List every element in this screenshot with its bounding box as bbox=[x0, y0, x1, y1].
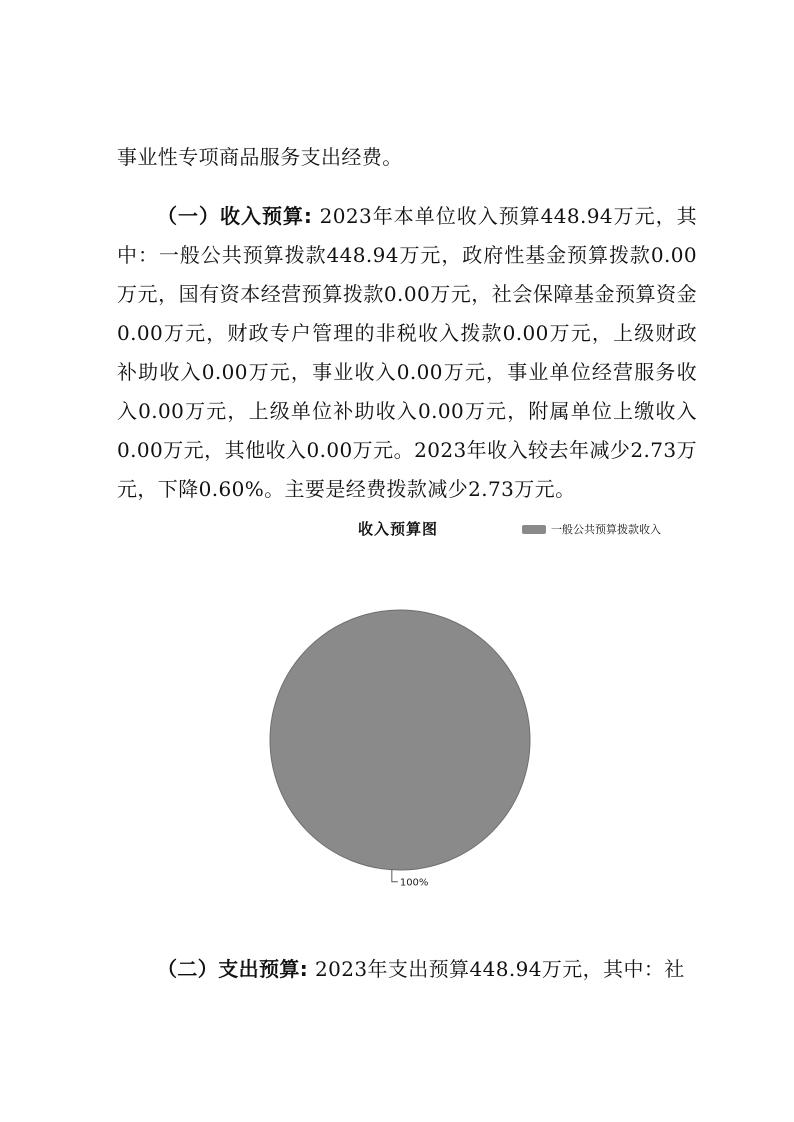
legend-swatch bbox=[522, 525, 546, 534]
expense-budget-heading: （二）支出预算: bbox=[157, 957, 309, 981]
income-pie-chart bbox=[250, 590, 550, 890]
expense-budget-paragraph bbox=[117, 950, 697, 989]
paragraph-continuation: 事业性专项商品服务支出经费。 bbox=[117, 145, 403, 169]
pie-slice-1 bbox=[270, 610, 530, 870]
expense-budget-body: 2023年支出预算448.94万元，其中：社 bbox=[308, 957, 685, 981]
legend-label: 一般公共预算拨款收入 bbox=[551, 523, 661, 536]
chart-legend bbox=[522, 521, 661, 537]
income-budget-body: 2023年本单位收入预算448.94万元，其中：一般公共预算拨款448.94万元，政府性基金预算拨款0.00万元，国有资本经营预算拨款0.00万元，社会保障基金预算资金0.00万元，财政专户管理的非税收入拨款0.00万元，上级财政补助收入0.00万元，事业收入0.00万元，事业单位经营服务收入0.00万元，上级单位补助收入0.00万元，附属单位上缴收入0.00万元，其他收入0.00万元。2023年收入较去年减少2.73万元，下降0.60%。主要是经费拨款减少2.73万元。 bbox=[117, 204, 698, 501]
chart-title: 收入预算图 bbox=[358, 520, 439, 538]
income-budget-paragraph bbox=[117, 197, 697, 509]
income-budget-heading: （一）收入预算: bbox=[157, 204, 313, 228]
pie-data-label-1: 100% bbox=[399, 877, 429, 889]
pie-leader-line-1 bbox=[392, 870, 398, 882]
